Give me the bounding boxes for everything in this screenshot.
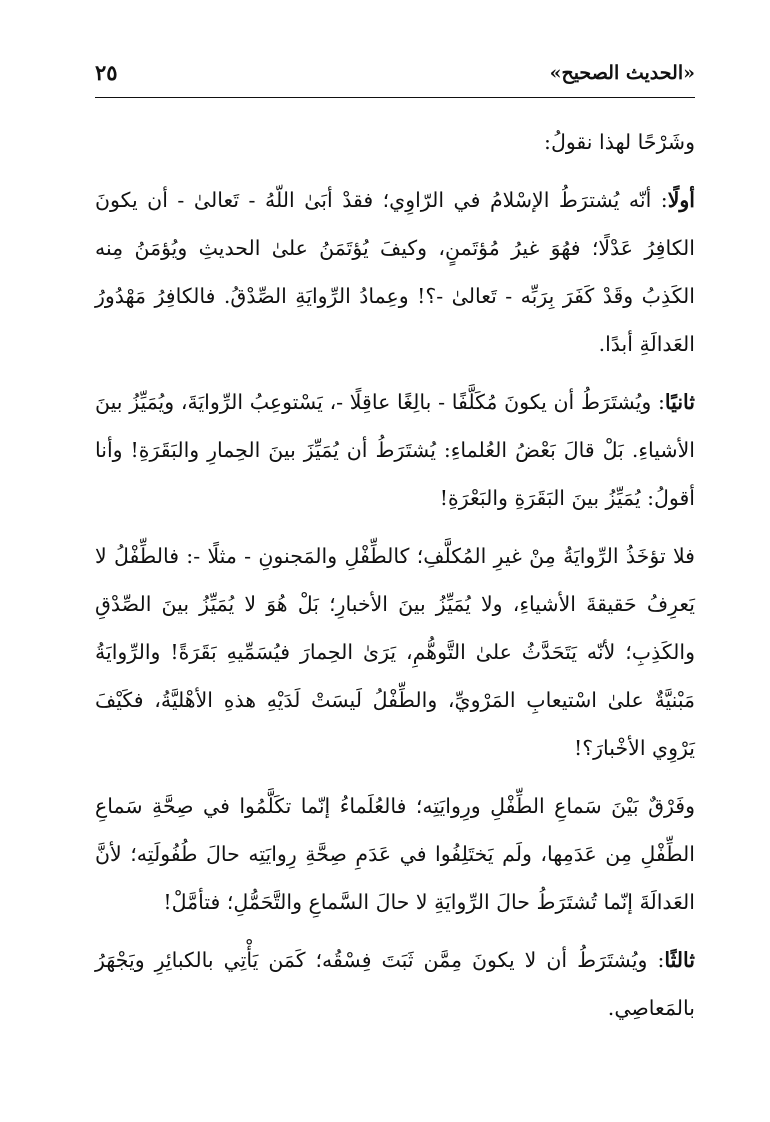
header-rule: [95, 97, 695, 98]
paragraph-text: : ويُشتَرَطُ أن لا يكونَ مِمَّن ثَبَتَ فِسْقُه؛ كَمَن يَأْتِي بالكبائِرِ ويَجْهَرُ بالمَعاصِي.: [95, 948, 695, 1020]
running-title: «الحديث الصحيح»: [549, 62, 695, 84]
page-body: [95, 118, 695, 1032]
paragraph-text: : ويُشتَرَطُ أن يكونَ مُكَلَّفًا - بالِغًا عاقِلًا -، يَسْتوعِبُ الرِّوايَةَ، ويُمَيِّزُ بينَ الأشياءِ. بَلْ قالَ بَعْضُ العُلماءِ: يُشتَرَطُ أن يُمَيِّزَ بينَ الحِمارِ والبَقَرَةِ! وأنا أقولُ: يُمَيِّزُ بينَ البَقَرَةِ والبَعْرَةِ!: [95, 390, 695, 510]
paragraph-hearing-vs-narrating: [95, 782, 695, 926]
paragraph-first-condition: [95, 176, 695, 368]
paragraph-third-condition: [95, 936, 695, 1032]
paragraph-lead: أولًا: [667, 188, 695, 212]
page-number: ٢٥: [95, 60, 118, 85]
paragraph-text: : أنّه يُشترَطُ الإسْلامُ في الرّاوِي؛ فقدْ أبَىٰ اللّهُ - تَعالىٰ - أن يكونَ الكافِرُ عَدْلًا؛ فهُوَ غيرُ مُؤتَمنٍ، وكيفَ يُؤتَمَنُ علىٰ الحديثِ ويُؤمَنُ مِنه الكَذِبُ وقَدْ كَفَرَ بِرَبِّه - تَعالىٰ -؟! وعِمادُ الرِّوايَةِ الصِّدْقُ. فالكافِرُ مَهْدُورُ العَدالَةِ أبدًا.: [95, 188, 695, 356]
paragraph-text: فلا تؤخَذُ الرِّوايَةُ مِنْ غيرِ المُكلَّفِ؛ كالطِّفْلِ والمَجنونِ - مثلًا -: فالطِّفْلُ لا يَعرِفُ حَقيقةَ الأشياءِ، ولا يُمَيِّزُ بينَ الأخبارِ؛ بَلْ هُوَ لا يُمَيِّزُ بينَ الصِّدْقِ والكَذِبِ؛ لأنّه يَتَحَدَّثُ علىٰ التَّوهُّمِ، يَرَىٰ الحِمارَ فيُسَمِّيهِ بَقَرَةً! والرِّوايَةُ مَبْنيَّةٌ علىٰ اسْتيعابِ المَرْويِّ، والطِّفْلُ لَيسَتْ لَدَيْهِ هذهِ الأهْليَّةُ، فكَيْفَ يَرْوِي الأخْبارَ؟!: [95, 544, 695, 760]
paragraph-text: وفَرْقٌ بَيْنَ سَماعِ الطِّفْلِ ورِوايَتِه؛ فالعُلَماءُ إنّما تكَلَّمُوا في صِحَّةِ سَماعِ الطِّفْلِ مِن عَدَمِها، ولَم يَختَلِفُوا في عَدَمِ صِحَّةِ رِوايَتِه حالَ طُفُولَتِه؛ لأنَّ العَدالَةَ إنّما تُشتَرَطُ حالَ الرِّوايَةِ لا حالَ السَّماعِ والتَّحَمُّلِ؛ فتأمَّلْ!: [95, 794, 695, 914]
paragraph-text: وشَرْحًا لهذا نقولُ:: [544, 130, 695, 154]
paragraph-child-narration: [95, 532, 695, 772]
paragraph-lead: ثالثًا: [664, 948, 695, 972]
paragraph-lead: ثانيًا: [664, 390, 695, 414]
paragraph-second-condition: [95, 378, 695, 522]
paragraph-intro: [95, 118, 695, 166]
page-header: [95, 58, 695, 94]
